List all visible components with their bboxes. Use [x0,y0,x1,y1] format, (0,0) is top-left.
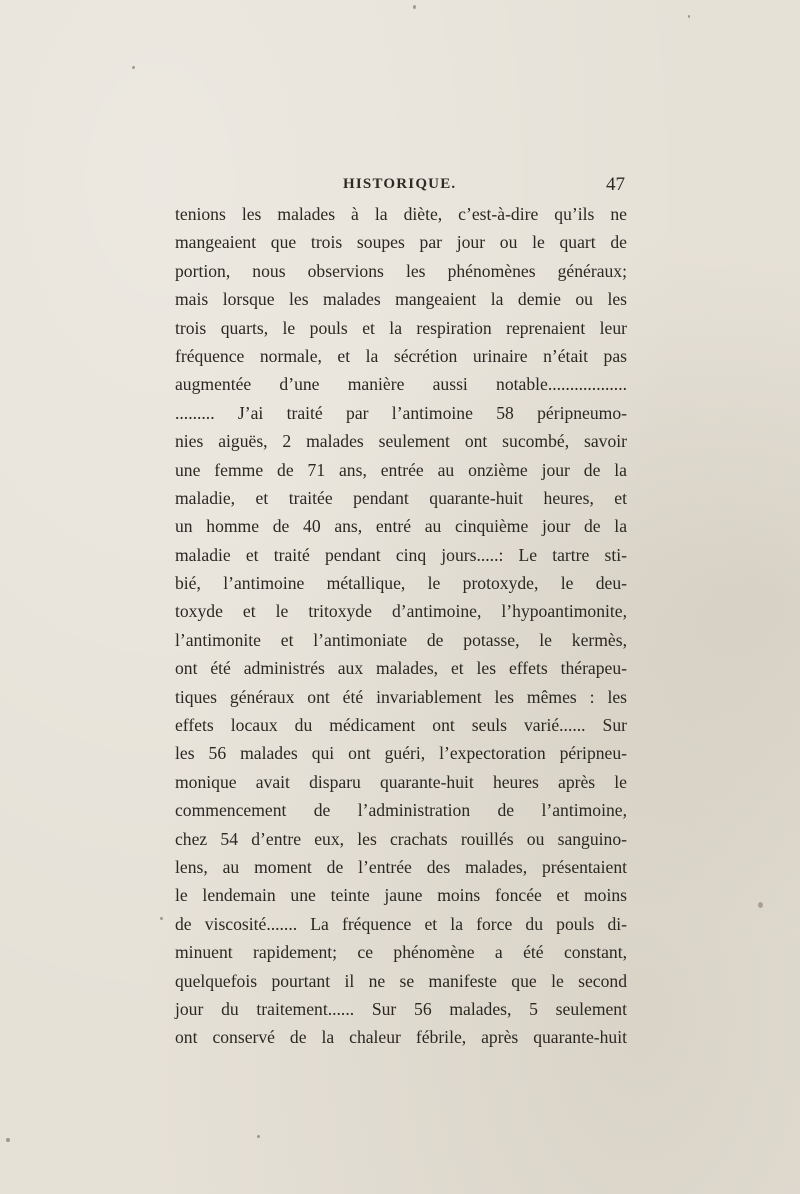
text-line: le lendemain une teinte jaune moins foncée et moins [175,885,627,906]
text-line: mangeaient que trois soupes par jour ou le quart de [175,232,627,253]
text-line: quelquefois pourtant il ne se manifeste que le second [175,970,627,991]
paper-speck [413,5,416,9]
page-number: 47 [606,174,625,195]
text-line: commencement de l’administration de l’antimoine, [175,800,627,821]
text-line: bié, l’antimoine métallique, le protoxyde, le deu- [175,573,627,594]
text-line: ont conservé de la chaleur fébrile, après quarante-huit [175,1027,627,1048]
paper-speck [688,15,690,18]
text-line: chez 54 d’entre eux, les crachats rouillés ou sanguino- [175,828,627,849]
text-line: maladie, et traitée pendant quarante-huit heures, et [175,487,627,508]
text-line: effets locaux du médicament ont seuls varié...... Sur [175,715,627,736]
text-line: augmentée d’une manière aussi notable.................. [175,374,627,395]
text-line: tiques généraux ont été invariablement les mêmes : les [175,686,627,707]
text-line: tenions les malades à la diète, c’est-à-dire qu’ils ne [175,204,627,224]
text-line: maladie et traité pendant cinq jours.....: Le tartre sti- [175,544,627,565]
text-line: portion, nous observions les phénomènes généraux; [175,260,627,281]
page-header [175,176,627,198]
text-line: fréquence normale, et la sécrétion urinaire n’était pas [175,345,627,366]
text-line: jour du traitement...... Sur 56 malades, 5 seulement [175,998,627,1019]
text-line: mais lorsque les malades mangeaient la demie ou les [175,289,627,310]
running-head: HISTORIQUE. [343,176,457,192]
text-line: les 56 malades qui ont guéri, l’expectoration péripneu- [175,743,627,764]
text-line: nies aiguës, 2 malades seulement ont sucombé, savoir [175,431,627,452]
paper-speck [758,902,763,908]
text-line: l’antimonite et l’antimoniate de potasse, le kermès, [175,629,627,650]
text-line: ont été administrés aux malades, et les effets thérapeu- [175,658,627,679]
paper-speck [160,917,163,920]
text-line: toxyde et le tritoxyde d’antimoine, l’hypoantimonite, [175,601,627,622]
paper-speck [6,1138,10,1142]
text-line: une femme de 71 ans, entrée au onzième jour de la [175,459,627,480]
paper-speck [257,1135,260,1138]
text-line: trois quarts, le pouls et la respiration reprenaient leur [175,317,627,338]
text-line: minuent rapidement; ce phénomène a été constant, [175,942,627,963]
text-line: ......... J’ai traité par l’antimoine 58 péripneumo- [175,402,627,423]
text-line: monique avait disparu quarante-huit heures après le [175,771,627,792]
paper-speck [132,66,135,69]
text-line: de viscosité....... La fréquence et la force du pouls di- [175,913,627,934]
text-line: lens, au moment de l’entrée des malades, présentaient [175,856,627,877]
text-line: un homme de 40 ans, entré au cinquième jour de la [175,516,627,537]
body-text [175,200,627,1052]
